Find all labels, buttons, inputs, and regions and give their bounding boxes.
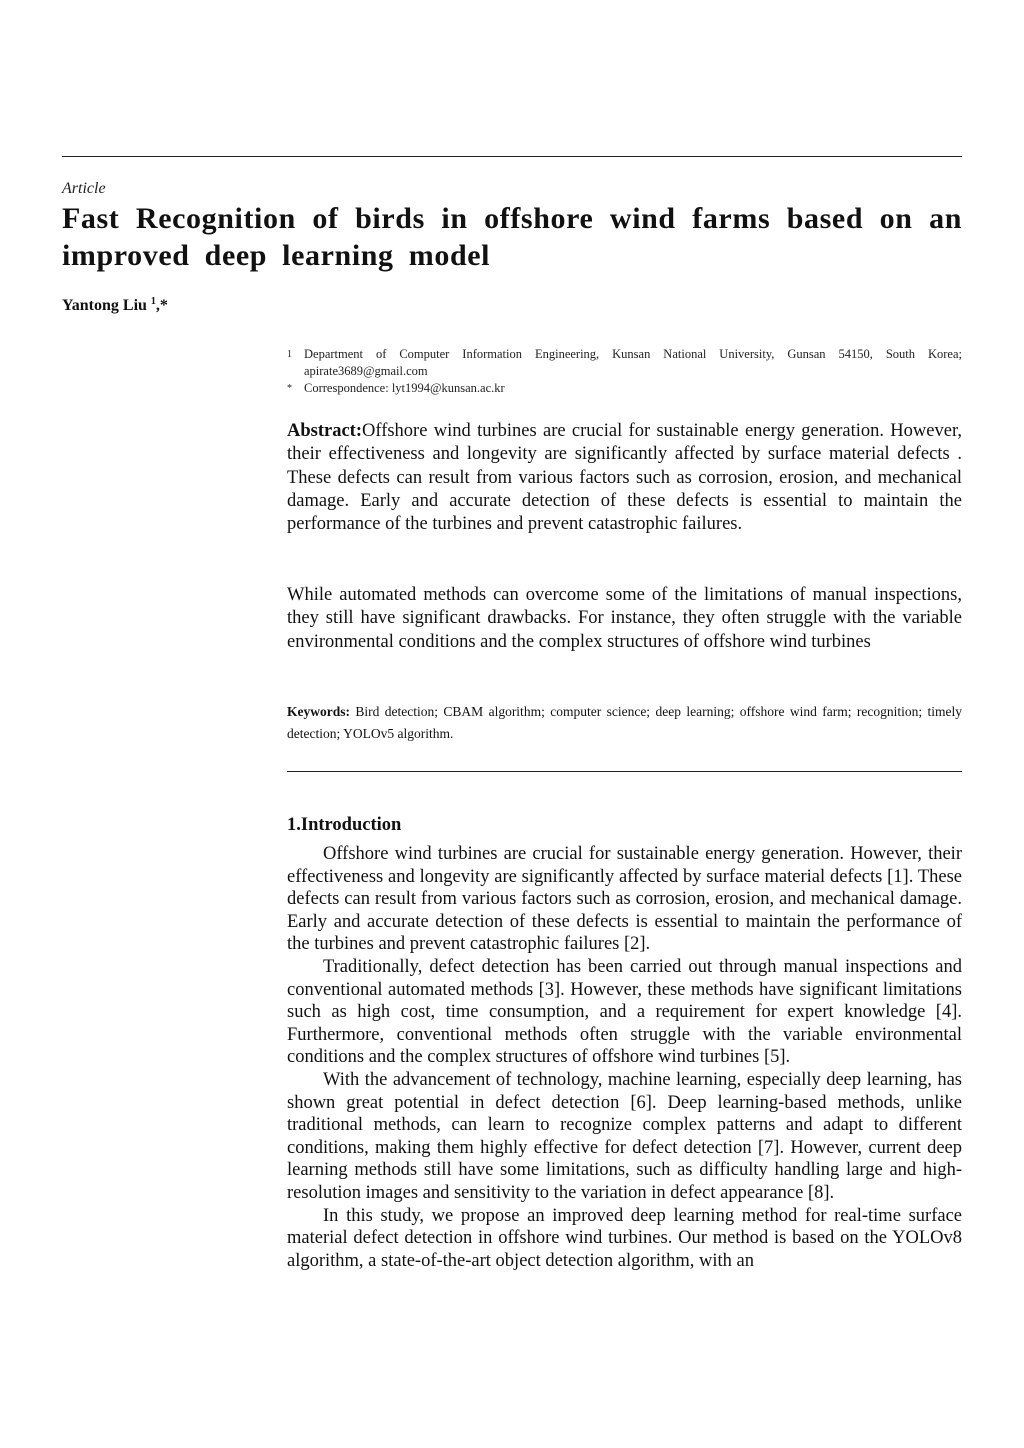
abstract-divider — [287, 771, 962, 772]
author-affil-mark: 1 — [150, 296, 156, 307]
body-paragraph: With the advancement of technology, machine learning, especially deep learning, has shown great potential in defect detection [6]. Deep learning-based methods, unlike traditional methods, can learn to recognize complex patterns and adapt to different conditions, making them highly effective for defect detection [7]. However, current deep learning methods still have some limitations, such as difficulty handling large and high-resolution images and sensitivity to the variation in defect appearance [8]. — [287, 1069, 962, 1203]
correspondence-text: Correspondence: lyt1994@kunsan.ac.kr — [304, 381, 505, 395]
affiliation-mark: 1 — [287, 349, 292, 360]
correspondence-item — [287, 380, 962, 397]
affiliation-item — [287, 346, 962, 380]
author-name: Yantong Liu — [62, 297, 147, 314]
abstract-text: Offshore wind turbines are crucial for sustainable energy generation. However, their effectiveness and longevity are significantly affected by surface material defects . These defects can result from various factors such as corrosion, erosion, and mechanical damage. Early and accurate detection of these defects is essential to maintain the performance of the turbines and prevent catastrophic failures. — [287, 421, 962, 535]
abstract-paragraph-2: While automated methods can overcome some of the limitations of manual inspections, they still have significant drawbacks. For instance, they often struggle with the variable environmental conditions and the complex structures of offshore wind turbines — [287, 585, 962, 652]
keywords-label: Keywords: — [287, 704, 350, 719]
header-rule — [62, 156, 962, 157]
author-suffix: ,* — [155, 297, 168, 314]
body-paragraph: In this study, we propose an improved deep learning method for real-time surface material defect detection in offshore wind turbines. Our method is based on the YOLOv8 algorithm, a state-of-the-art object detection algorithm, with an — [287, 1205, 962, 1271]
introduction-body — [287, 843, 962, 1272]
article-type-label: Article — [62, 180, 106, 197]
body-paragraph: Traditionally, defect detection has been carried out through manual inspections and conventional automated methods [3]. However, these methods have significant limitations such as high cost, time consumption, and a requirement for expert knowledge [4]. Furthermore, conventional methods often struggle with the variable environmental conditions and the complex structures of offshore wind turbines [5]. — [287, 956, 962, 1068]
keywords-paragraph — [287, 701, 962, 745]
abstract-paragraph — [287, 420, 962, 536]
section-heading-introduction: 1.Introduction — [287, 815, 402, 835]
affiliation-email[interactable]: apirate3689@gmail.com — [304, 364, 428, 378]
correspondence-mark: * — [287, 383, 292, 394]
paper-title: Fast Recognition of birds in offshore wind farms based on an improved deep learning model — [62, 202, 962, 272]
abstract-label: Abstract: — [287, 421, 363, 441]
author-line — [62, 296, 168, 315]
affiliation-text: Department of Computer Information Engineering, Kunsan National University, Gunsan 54150, South Korea; — [304, 347, 962, 361]
keywords-text: Bird detection; CBAM algorithm; computer science; deep learning; offshore wind farm; recognition; timely detection; YOLOv5 algorithm. — [287, 704, 962, 741]
body-paragraph: Offshore wind turbines are crucial for sustainable energy generation. However, their effectiveness and longevity are significantly affected by surface material defects [1]. These defects can result from various factors such as corrosion, erosion, and mechanical damage. Early and accurate detection of these defects is essential to maintain the performance of the turbines and prevent catastrophic failures [2]. — [287, 844, 962, 955]
affiliations — [287, 346, 962, 397]
